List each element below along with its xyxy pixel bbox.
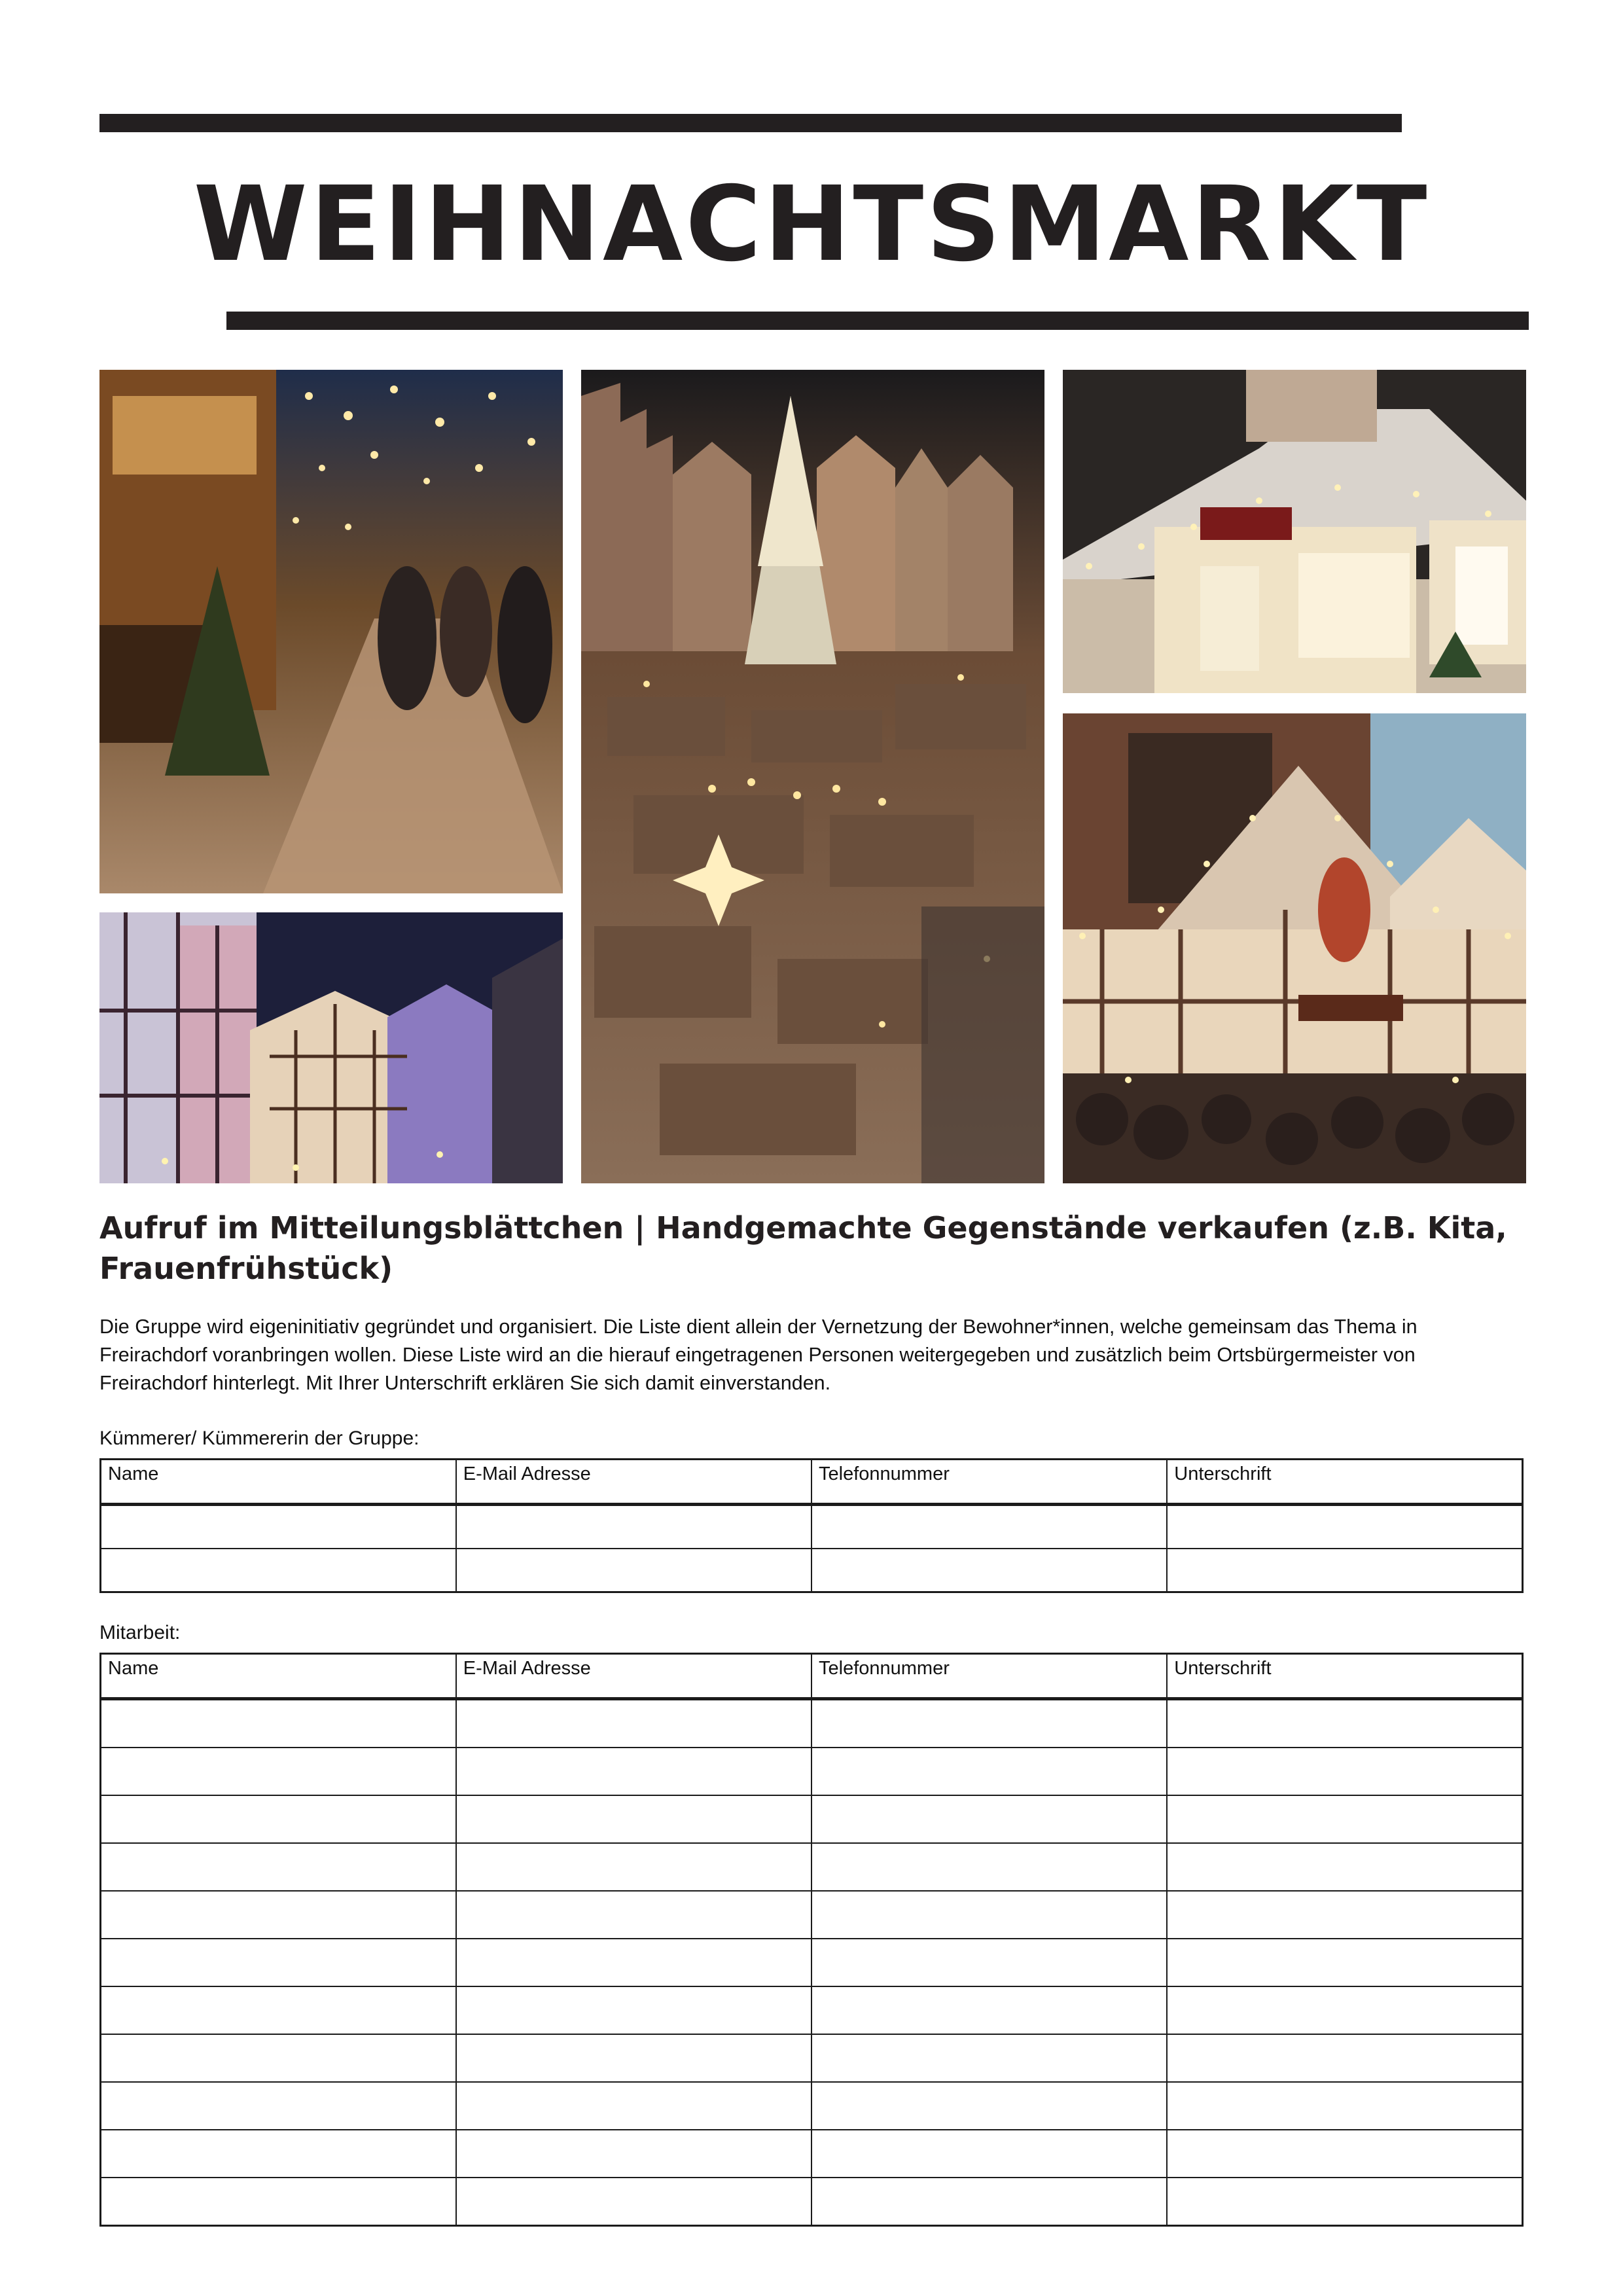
caretaker-rows: [101, 1505, 1523, 1592]
signature-cell[interactable]: [1167, 1748, 1522, 1795]
column-header-signature: Unterschrift: [1167, 1460, 1522, 1505]
email-cell[interactable]: [456, 1939, 812, 1986]
name-cell[interactable]: [101, 1891, 456, 1939]
half-timbered-houses-photo: [99, 912, 563, 1183]
caretaker-section-label: Kümmerer/ Kümmererin der Gruppe:: [99, 1427, 419, 1449]
signature-cell[interactable]: [1167, 2130, 1522, 2178]
table-row: [101, 1699, 1523, 1748]
market-square-tree-photo: [581, 370, 1044, 1183]
name-cell[interactable]: [101, 1843, 456, 1891]
phone-cell[interactable]: [812, 1843, 1167, 1891]
email-cell[interactable]: [456, 1699, 812, 1748]
top-rule: [99, 114, 1402, 132]
email-cell[interactable]: [456, 1748, 812, 1795]
table-row: [101, 1986, 1523, 2034]
phone-cell[interactable]: [812, 2130, 1167, 2178]
table-header-row: [101, 1460, 1523, 1505]
phone-cell[interactable]: [812, 1795, 1167, 1843]
name-cell[interactable]: [101, 2130, 456, 2178]
signature-cell[interactable]: [1167, 1795, 1522, 1843]
signature-cell[interactable]: [1167, 1699, 1522, 1748]
phone-cell[interactable]: [812, 2034, 1167, 2082]
table-row: [101, 2178, 1523, 2226]
email-cell[interactable]: [456, 2082, 812, 2130]
phone-cell[interactable]: [812, 2178, 1167, 2226]
table-row: [101, 1505, 1523, 1549]
column-header-email: E-Mail Adresse: [456, 1460, 812, 1505]
email-cell[interactable]: [456, 1986, 812, 2034]
name-cell[interactable]: [101, 2034, 456, 2082]
name-cell[interactable]: [101, 1748, 456, 1795]
phone-cell[interactable]: [812, 1986, 1167, 2034]
collaboration-rows: [101, 1699, 1523, 2226]
signature-cell[interactable]: [1167, 1939, 1522, 1986]
phone-cell[interactable]: [812, 1699, 1167, 1748]
email-cell[interactable]: [456, 1505, 812, 1549]
snowy-stall-photo: [1063, 370, 1526, 693]
email-cell[interactable]: [456, 1795, 812, 1843]
table-row: [101, 1939, 1523, 1986]
signature-cell[interactable]: [1167, 1986, 1522, 2034]
email-cell[interactable]: [456, 2130, 812, 2178]
signature-cell[interactable]: [1167, 1843, 1522, 1891]
collaboration-signup-table: [99, 1653, 1524, 2227]
intro-paragraph: Die Gruppe wird eigeninitiativ gegründet und organisiert. Die Liste dient allein der Vernetzung der Bewohner*innen, welche gemeinsam das Thema in Freirachdorf voranbringen wollen. Diese Liste wird an die hierauf eingetragenen Personen weitergegeben und zusätzlich beim Ortsbürgermeister von Freirachdorf hinterlegt. Mit Ihrer Unterschrift erklären Sie sich damit einverstanden.: [99, 1316, 1418, 1394]
name-cell[interactable]: [101, 1986, 456, 2034]
title-underline-rule: [226, 312, 1529, 330]
collaboration-section-label: Mitarbeit:: [99, 1622, 181, 1643]
signature-cell[interactable]: [1167, 2082, 1522, 2130]
phone-cell[interactable]: [812, 1505, 1167, 1549]
table-row: [101, 1795, 1523, 1843]
table-row: [101, 1891, 1523, 1939]
market-street-people-photo: [99, 370, 563, 893]
email-cell[interactable]: [456, 2034, 812, 2082]
signature-cell[interactable]: [1167, 2178, 1522, 2226]
name-cell[interactable]: [101, 2178, 456, 2226]
phone-cell[interactable]: [812, 1891, 1167, 1939]
section-heading: Aufruf im Mitteilungsblättchen | Handgemachte Gegenstände verkaufen (z.B. Kita, Frauenfrühstück): [99, 1210, 1507, 1286]
signature-cell[interactable]: [1167, 1891, 1522, 1939]
table-header-row: [101, 1654, 1523, 1699]
name-cell[interactable]: [101, 1795, 456, 1843]
email-cell[interactable]: [456, 1549, 812, 1592]
name-cell[interactable]: [101, 1505, 456, 1549]
name-cell[interactable]: [101, 2082, 456, 2130]
phone-cell[interactable]: [812, 1748, 1167, 1795]
column-header-name: Name: [101, 1654, 456, 1699]
column-header-signature: Unterschrift: [1167, 1654, 1522, 1699]
signature-cell[interactable]: [1167, 1505, 1522, 1549]
column-header-name: Name: [101, 1460, 456, 1505]
signature-cell[interactable]: [1167, 2034, 1522, 2082]
name-cell[interactable]: [101, 1939, 456, 1986]
table-row: [101, 2082, 1523, 2130]
caretaker-signup-table: [99, 1458, 1524, 1593]
phone-cell[interactable]: [812, 1549, 1167, 1592]
table-row: [101, 1549, 1523, 1592]
name-cell[interactable]: [101, 1699, 456, 1748]
column-header-email: E-Mail Adresse: [456, 1654, 812, 1699]
decorated-house-photo: [1063, 713, 1526, 1183]
signature-cell[interactable]: [1167, 1549, 1522, 1592]
column-header-phone: Telefonnummer: [812, 1654, 1167, 1699]
table-row: [101, 1748, 1523, 1795]
email-cell[interactable]: [456, 1891, 812, 1939]
email-cell[interactable]: [456, 1843, 812, 1891]
table-row: [101, 2130, 1523, 2178]
email-cell[interactable]: [456, 2178, 812, 2226]
page-title: WEIHNACHTSMARKT: [193, 164, 1430, 285]
name-cell[interactable]: [101, 1549, 456, 1592]
phone-cell[interactable]: [812, 2082, 1167, 2130]
table-row: [101, 1843, 1523, 1891]
table-row: [101, 2034, 1523, 2082]
phone-cell[interactable]: [812, 1939, 1167, 1986]
column-header-phone: Telefonnummer: [812, 1460, 1167, 1505]
